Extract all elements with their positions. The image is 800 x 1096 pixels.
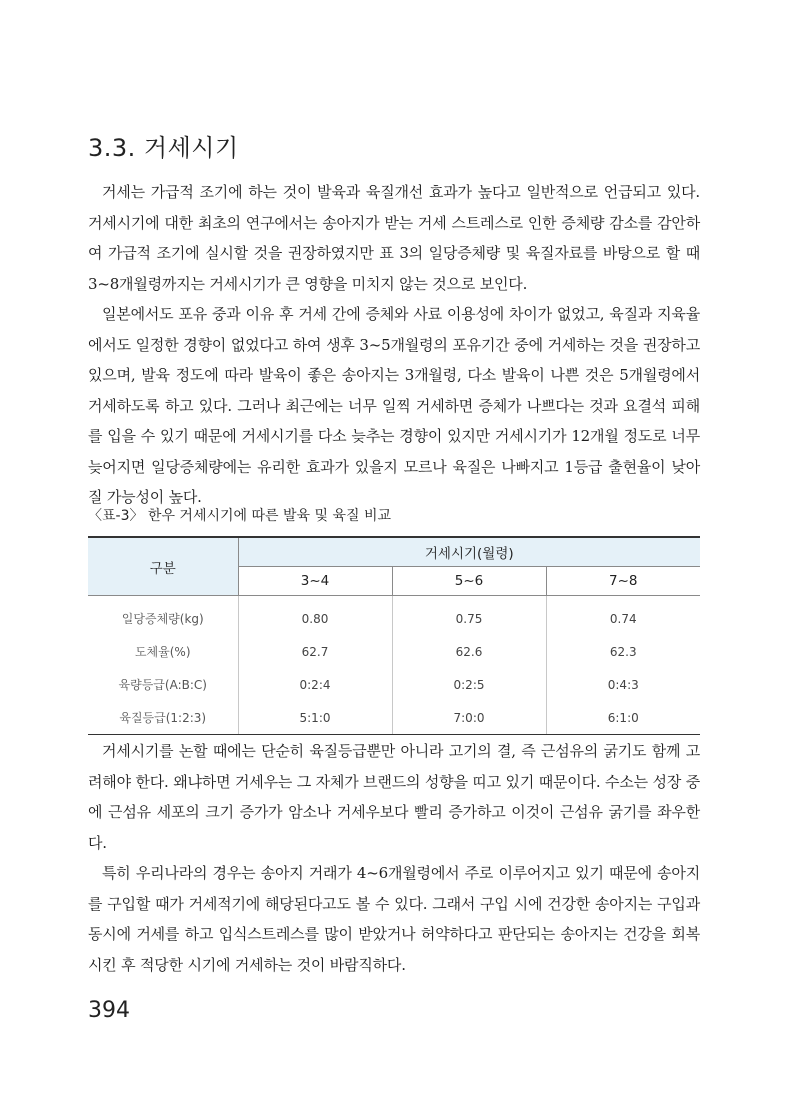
table-caption: 〈표-3〉 한우 거세시기에 따른 발육 및 육질 비교 bbox=[88, 508, 392, 524]
column-header: 7~8 bbox=[546, 567, 700, 596]
table-row bbox=[88, 596, 700, 636]
table-row bbox=[88, 635, 700, 668]
section-title: 3.3. 거세시기 bbox=[88, 134, 239, 162]
page-number: 394 bbox=[88, 998, 130, 1023]
paragraph: 거세시기를 논할 때에는 단순히 육질등급뿐만 아니라 고기의 결, 즉 근섬유의 굵기도 함께 고려해야 한다. 왜냐하면 거세우는 그 자체가 브랜드의 성향을 띠고 있기 때문이다. 수소는 성장 중에 근섬유 세포의 크기 증가가 암소나 거세우보다 빨리 증가하고 이것이 근섬유 굵기를 좌우한다. bbox=[88, 742, 700, 852]
column-header: 5~6 bbox=[392, 567, 546, 596]
paragraph: 일본에서도 포유 중과 이유 후 거세 간에 증체와 사료 이용성에 차이가 없었고, 육질과 지육율에서도 일정한 경향이 없었다고 하여 생후 3~5개월령의 포유기간 중에 거세하는 것을 권장하고 있으며, 발육 정도에 따라 발육이 좋은 송아지는 3개월령, 다소 발육이 나쁜 것은 5개월령에서 거세하도록 하고 있다. 그러나 최근에는 너무 일찍 거세하면 증체가 나쁘다는 것과 요결석 피해를 입을 수 있기 때문에 거세시기를 다소 늦추는 경향이 있지만 거세시기가 12개월 정도로 너무 늦어지면 일당증체량에는 유리한 효과가 있을지 모르나 육질은 나빠지고 1등급 출현율이 낮아질 가능성이 높다. bbox=[88, 305, 700, 506]
column-header: 3~4 bbox=[238, 567, 392, 596]
body-text-bottom bbox=[88, 736, 700, 980]
row-header-label: 구분 bbox=[88, 537, 238, 596]
row-label: 일당증체량(kg) bbox=[121, 612, 204, 626]
table-row bbox=[88, 701, 700, 735]
row-label: 도체율(%) bbox=[134, 645, 191, 659]
paragraph: 특히 우리나라의 경우는 송아지 거래가 4~6개월령에서 주로 이루어지고 있기 때문에 송아지를 구입할 때가 거세적기에 해당된다고도 볼 수 있다. 그래서 구입 시에 건강한 송아지는 구입과 동시에 거세를 하고 입식스트레스를 많이 받았거나 허약하다고 판단되는 송아지는 건강을 회복시킨 후 적당한 시기에 거세하는 것이 바람직하다. bbox=[88, 864, 700, 974]
table-cell: 0:4:3 bbox=[546, 668, 700, 701]
body-text-top bbox=[88, 177, 700, 513]
table-row bbox=[88, 668, 700, 701]
table-cell: 0.75 bbox=[392, 596, 546, 636]
paragraph: 거세는 가급적 조기에 하는 것이 발육과 육질개선 효과가 높다고 일반적으로 언급되고 있다. 거세시기에 대한 최초의 연구에서는 송아지가 받는 거세 스트레스로 인한 증체량 감소를 감안하여 가급적 조기에 실시할 것을 권장하였지만 표 3의 일당증체량 및 육질자료를 바탕으로 할 때 3~8개월령까지는 거세시기가 큰 영향을 미치지 않는 것으로 보인다. bbox=[88, 183, 700, 293]
table-cell: 0.74 bbox=[546, 596, 700, 636]
row-label: 육질등급(1:2:3) bbox=[88, 701, 238, 735]
table-cell: 62.3 bbox=[546, 635, 700, 668]
table-cell: 62.7 bbox=[238, 635, 392, 668]
table-cell: 0:2:5 bbox=[392, 668, 546, 701]
castration-comparison-table bbox=[88, 536, 700, 735]
table-cell: 0:2:4 bbox=[238, 668, 392, 701]
column-group-label: 거세시기(월령) bbox=[238, 537, 700, 567]
table-cell: 5:1:0 bbox=[238, 701, 392, 735]
table-header-row bbox=[88, 537, 700, 567]
table-cell: 0.80 bbox=[238, 596, 392, 636]
table-cell: 7:0:0 bbox=[392, 701, 546, 735]
table-cell: 6:1:0 bbox=[546, 701, 700, 735]
row-label: 육량등급(A:B:C) bbox=[118, 678, 207, 692]
table-cell: 62.6 bbox=[392, 635, 546, 668]
